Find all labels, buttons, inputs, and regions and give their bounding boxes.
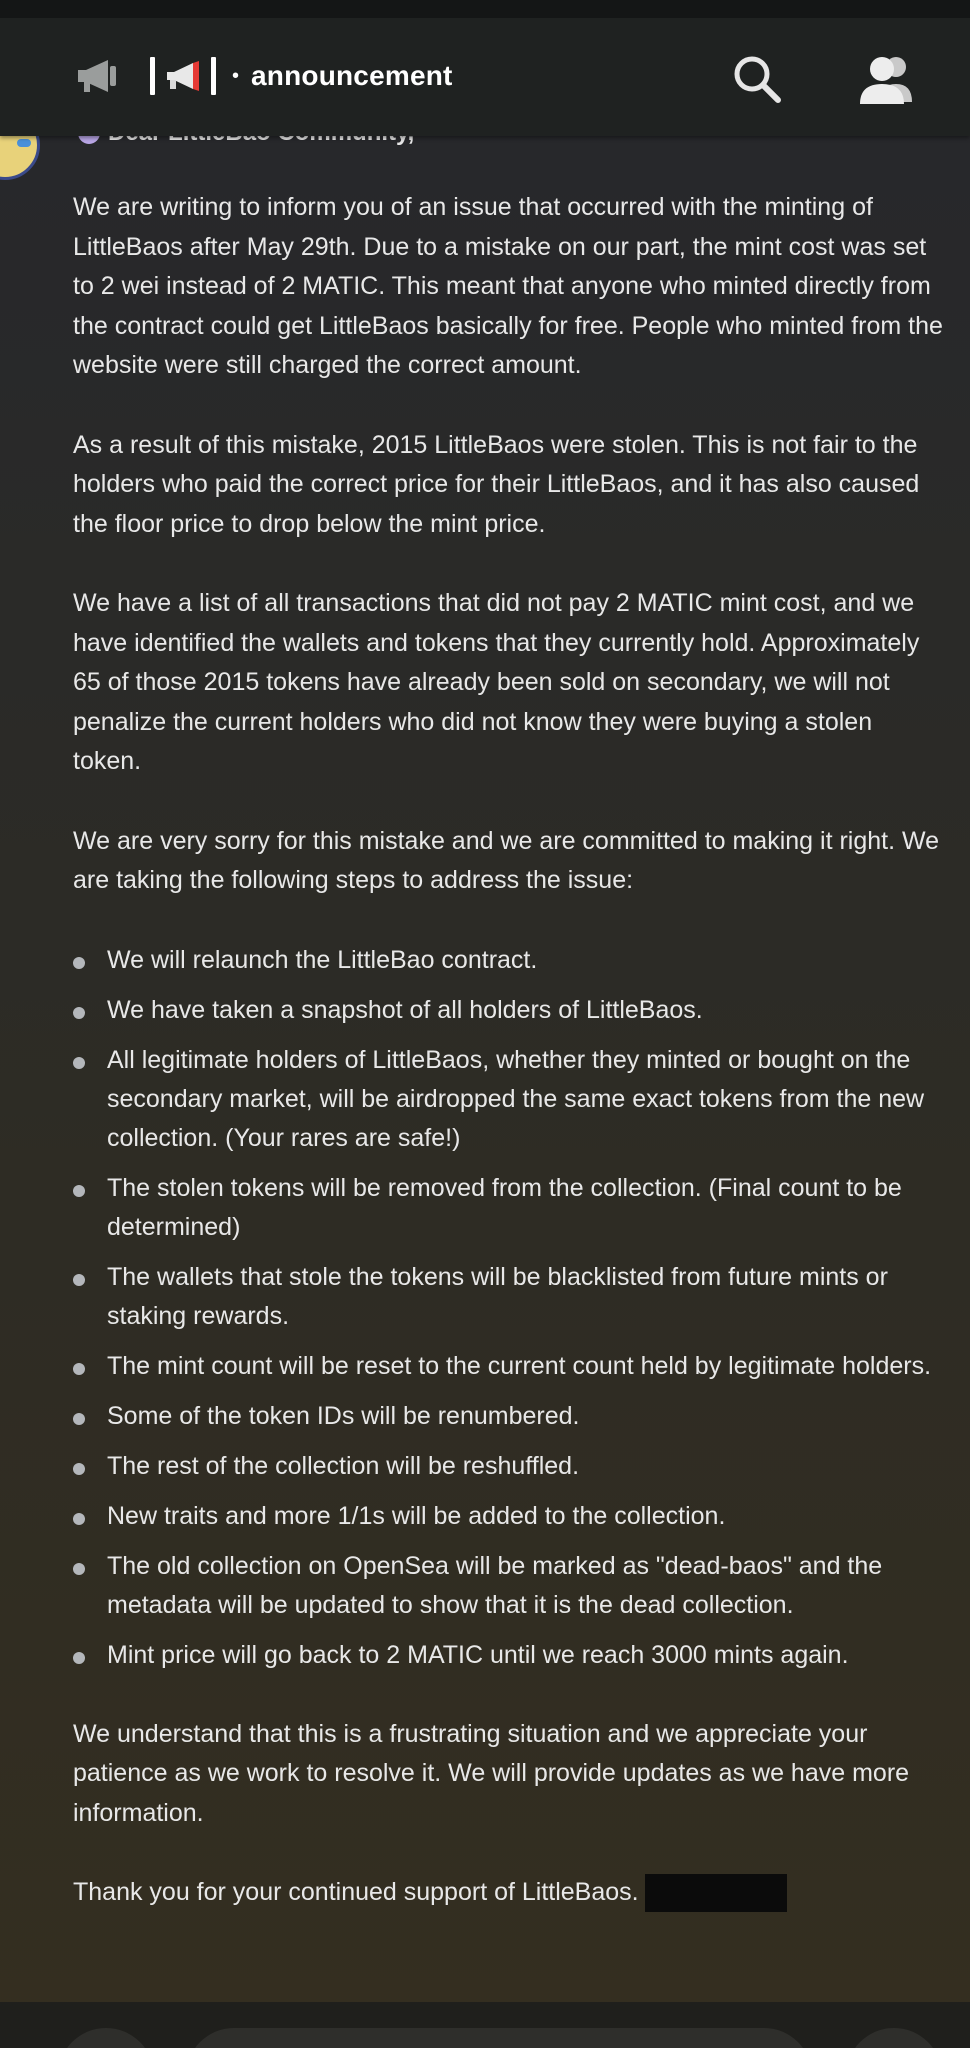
channel-header xyxy=(0,0,970,136)
divider-bar xyxy=(150,57,155,95)
message-paragraph: We are writing to inform you of an issue that occurred with the minting of LittleBaos after May 29th. Due to a mistake on our part, the mint cost was set to 2 wei instead of 2 MATIC. This meant that anyone who minted directly from the contract could get LittleBaos basically for free. People who minted from the website were still charged the correct amount. xyxy=(73,193,943,379)
steps-list xyxy=(73,941,943,1675)
channel-name: announcement xyxy=(251,60,453,91)
bullet-icon xyxy=(73,1007,85,1019)
list-item-text: We have taken a snapshot of all holders of LittleBaos. xyxy=(107,995,703,1024)
message-input-bar xyxy=(0,2002,970,2048)
closing-paragraph: We understand that this is a frustrating situation and we appreciate your patience as we work to resolve it. We will provide updates as we have more information. xyxy=(73,1719,910,1827)
list-item xyxy=(73,1347,943,1386)
bullet-icon xyxy=(73,1185,85,1197)
separator-dot: • xyxy=(232,64,240,87)
search-icon[interactable] xyxy=(730,52,784,106)
list-item-text: All legitimate holders of LittleBaos, whether they minted or bought on the secondary market, will be airdropped the same exact tokens from the new collection. (Your rares are safe!) xyxy=(107,1045,925,1152)
add-attachment-button[interactable] xyxy=(58,2028,154,2048)
list-item-text: Mint price will go back to 2 MATIC until we reach 3000 mints again. xyxy=(107,1640,849,1669)
list-item-text: We will relaunch the LittleBao contract. xyxy=(107,945,538,974)
signoff-text: Thank you for your continued support of LittleBaos. xyxy=(73,1878,639,1906)
announcement-message xyxy=(73,188,943,1913)
list-item-text: New traits and more 1/1s will be added to the collection. xyxy=(107,1501,726,1530)
bullet-icon xyxy=(73,957,85,969)
bullet-icon xyxy=(73,1057,85,1069)
list-item xyxy=(73,1447,943,1486)
message-paragraph: As a result of this mistake, 2015 LittleBaos were stolen. This is not fair to the holders who paid the correct price for their LittleBaos, and it has also caused the floor price to drop below the mint price. xyxy=(73,430,920,538)
list-item-text: The wallets that stole the tokens will be blacklisted from future mints or staking rewards. xyxy=(107,1262,888,1330)
megaphone-icon[interactable] xyxy=(74,58,120,94)
list-item xyxy=(73,941,943,980)
bullet-icon xyxy=(73,1274,85,1286)
list-item xyxy=(73,1041,943,1158)
redaction-block xyxy=(645,1874,787,1912)
bullet-icon xyxy=(73,1652,85,1664)
message-paragraph: We have a list of all transactions that did not pay 2 MATIC mint cost, and we have identified the wallets and tokens that they currently hold. Approximately 65 of those 2015 tokens have already been sold on secondary, we will not penalize the current holders who did not know they were buying a stolen token. xyxy=(73,589,920,775)
channel-title-group[interactable] xyxy=(150,44,453,108)
list-item-text: The old collection on OpenSea will be marked as "dead-baos" and the metadata will be updated to show that it is the dead collection. xyxy=(107,1551,883,1619)
list-item xyxy=(73,991,943,1030)
bullet-icon xyxy=(73,1363,85,1375)
list-item-text: The stolen tokens will be removed from the collection. (Final count to be determined) xyxy=(107,1173,902,1241)
list-item xyxy=(73,1636,943,1675)
list-item-text: The mint count will be reset to the current count held by legitimate holders. xyxy=(107,1351,932,1380)
signoff-line xyxy=(73,1873,943,1913)
list-item xyxy=(73,1547,943,1625)
megaphone-emoji-icon xyxy=(161,58,205,94)
list-item xyxy=(73,1169,943,1247)
list-item xyxy=(73,1497,943,1536)
voice-button[interactable] xyxy=(846,2028,942,2048)
bullet-icon xyxy=(73,1463,85,1475)
message-paragraph: We are very sorry for this mistake and we are committed to making it right. We are taking the following steps to address the issue: xyxy=(73,826,940,894)
divider-bar xyxy=(211,57,216,95)
list-item xyxy=(73,1397,943,1436)
list-item xyxy=(73,1258,943,1336)
members-icon[interactable] xyxy=(856,52,920,106)
bullet-icon xyxy=(73,1413,85,1425)
bullet-icon xyxy=(73,1563,85,1575)
list-item-text: The rest of the collection will be reshuffled. xyxy=(107,1451,580,1480)
bullet-icon xyxy=(73,1513,85,1525)
message-input[interactable] xyxy=(186,2028,812,2048)
list-item-text: Some of the token IDs will be renumbered. xyxy=(107,1401,580,1430)
